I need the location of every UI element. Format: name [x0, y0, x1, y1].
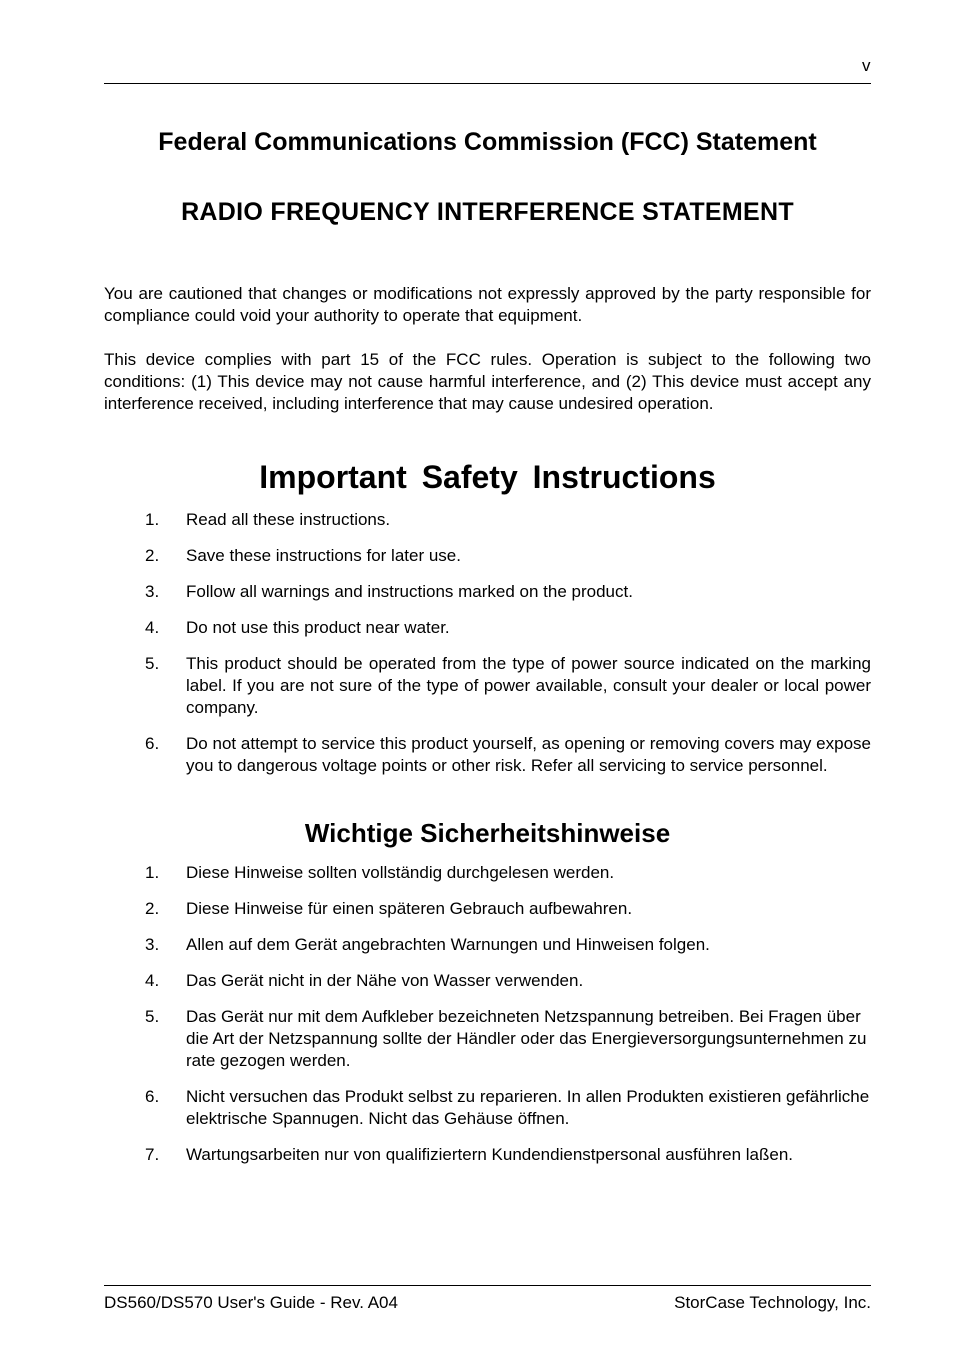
item-text: Diese Hinweise sollten vollständig durchgelesen werden.: [186, 863, 615, 882]
item-number: 1.: [145, 510, 160, 529]
list-item: [104, 653, 871, 719]
safety-list: [104, 509, 871, 777]
item-number: 3.: [145, 582, 160, 601]
item-text: Allen auf dem Gerät angebrachten Warnungen und Hinweisen folgen.: [186, 935, 710, 954]
german-safety-list: [104, 862, 871, 1166]
german-safety-title: Wichtige Sicherheitshinweise: [304, 818, 671, 848]
list-item: [104, 1144, 871, 1166]
item-number: 3.: [145, 935, 160, 954]
footer-company: StorCase Technology, Inc.: [674, 1293, 871, 1312]
list-item: [104, 617, 871, 639]
item-number: 7.: [145, 1145, 160, 1164]
item-number: 2.: [145, 899, 160, 918]
item-number: 5.: [145, 1007, 160, 1026]
footer-rule: [104, 1285, 871, 1286]
item-number: 6.: [145, 1087, 160, 1106]
list-item: [104, 934, 871, 956]
page-content: [104, 125, 871, 1180]
list-item: [104, 970, 871, 992]
item-number: 6.: [145, 734, 160, 753]
list-item: [104, 898, 871, 920]
list-item: [104, 581, 871, 603]
item-number: 2.: [145, 546, 160, 565]
item-text: Diese Hinweise für einen späteren Gebrauch aufbewahren.: [186, 899, 633, 918]
fcc-paragraph: You are cautioned that changes or modifications not expressly approved by the party responsible for compliance could void your authority to operate that equipment.: [104, 284, 871, 325]
item-number: 4.: [145, 618, 160, 637]
item-text: Nicht versuchen das Produkt selbst zu reparieren. In allen Produkten existieren gefährliche elektrische Spannugen. Nicht das Gehäuse öffnen.: [186, 1087, 870, 1128]
rfi-subtitle: RADIO FREQUENCY INTERFERENCE STATEMENT: [181, 198, 794, 226]
item-text: Do not use this product near water.: [186, 618, 450, 637]
item-number: 5.: [145, 654, 160, 673]
item-text: Wartungsarbeiten nur von qualifiziertern Kundendienstpersonal ausführen laßen.: [186, 1145, 794, 1164]
item-text: Save these instructions for later use.: [186, 546, 461, 565]
item-text: Das Gerät nicht in der Nähe von Wasser verwenden.: [186, 971, 584, 990]
fcc-paragraph: This device complies with part 15 of the FCC rules. Operation is subject to the following two conditions: (1) This device may not cause harmful interference, and (2) This device must accept any interference received, including interference that may cause undesired operation.: [104, 350, 871, 413]
list-item: [104, 545, 871, 567]
item-text: Follow all warnings and instructions marked on the product.: [186, 582, 633, 601]
item-text: Do not attempt to service this product yourself, as opening or removing covers may expose you to dangerous voltage points or other risk. Refer all servicing to service personnel.: [186, 734, 871, 775]
item-text: This product should be operated from the type of power source indicated on the marking label. If you are not sure of the type of power available, consult your dealer or local power company.: [186, 654, 871, 717]
page-number: v: [862, 56, 871, 75]
list-item: [104, 733, 871, 777]
item-text: Das Gerät nur mit dem Aufkleber bezeichneten Netzspannung betreiben. Bei Fragen über die Art der Netzspannung sollte der Händler oder das Energieversorgungsunternehmen zu rate gezogen werden.: [186, 1007, 867, 1070]
list-item: [104, 862, 871, 884]
safety-title: Important Safety Instructions: [259, 459, 716, 495]
list-item: [104, 1006, 871, 1072]
header-rule: [104, 83, 871, 84]
item-number: 1.: [145, 863, 160, 882]
footer-document-title: DS560/DS570 User's Guide - Rev. A04: [104, 1293, 398, 1312]
item-text: Read all these instructions.: [186, 510, 391, 529]
list-item: [104, 1086, 871, 1130]
list-item: [104, 509, 871, 531]
fcc-title: Federal Communications Commission (FCC) Statement: [158, 128, 817, 156]
item-number: 4.: [145, 971, 160, 990]
